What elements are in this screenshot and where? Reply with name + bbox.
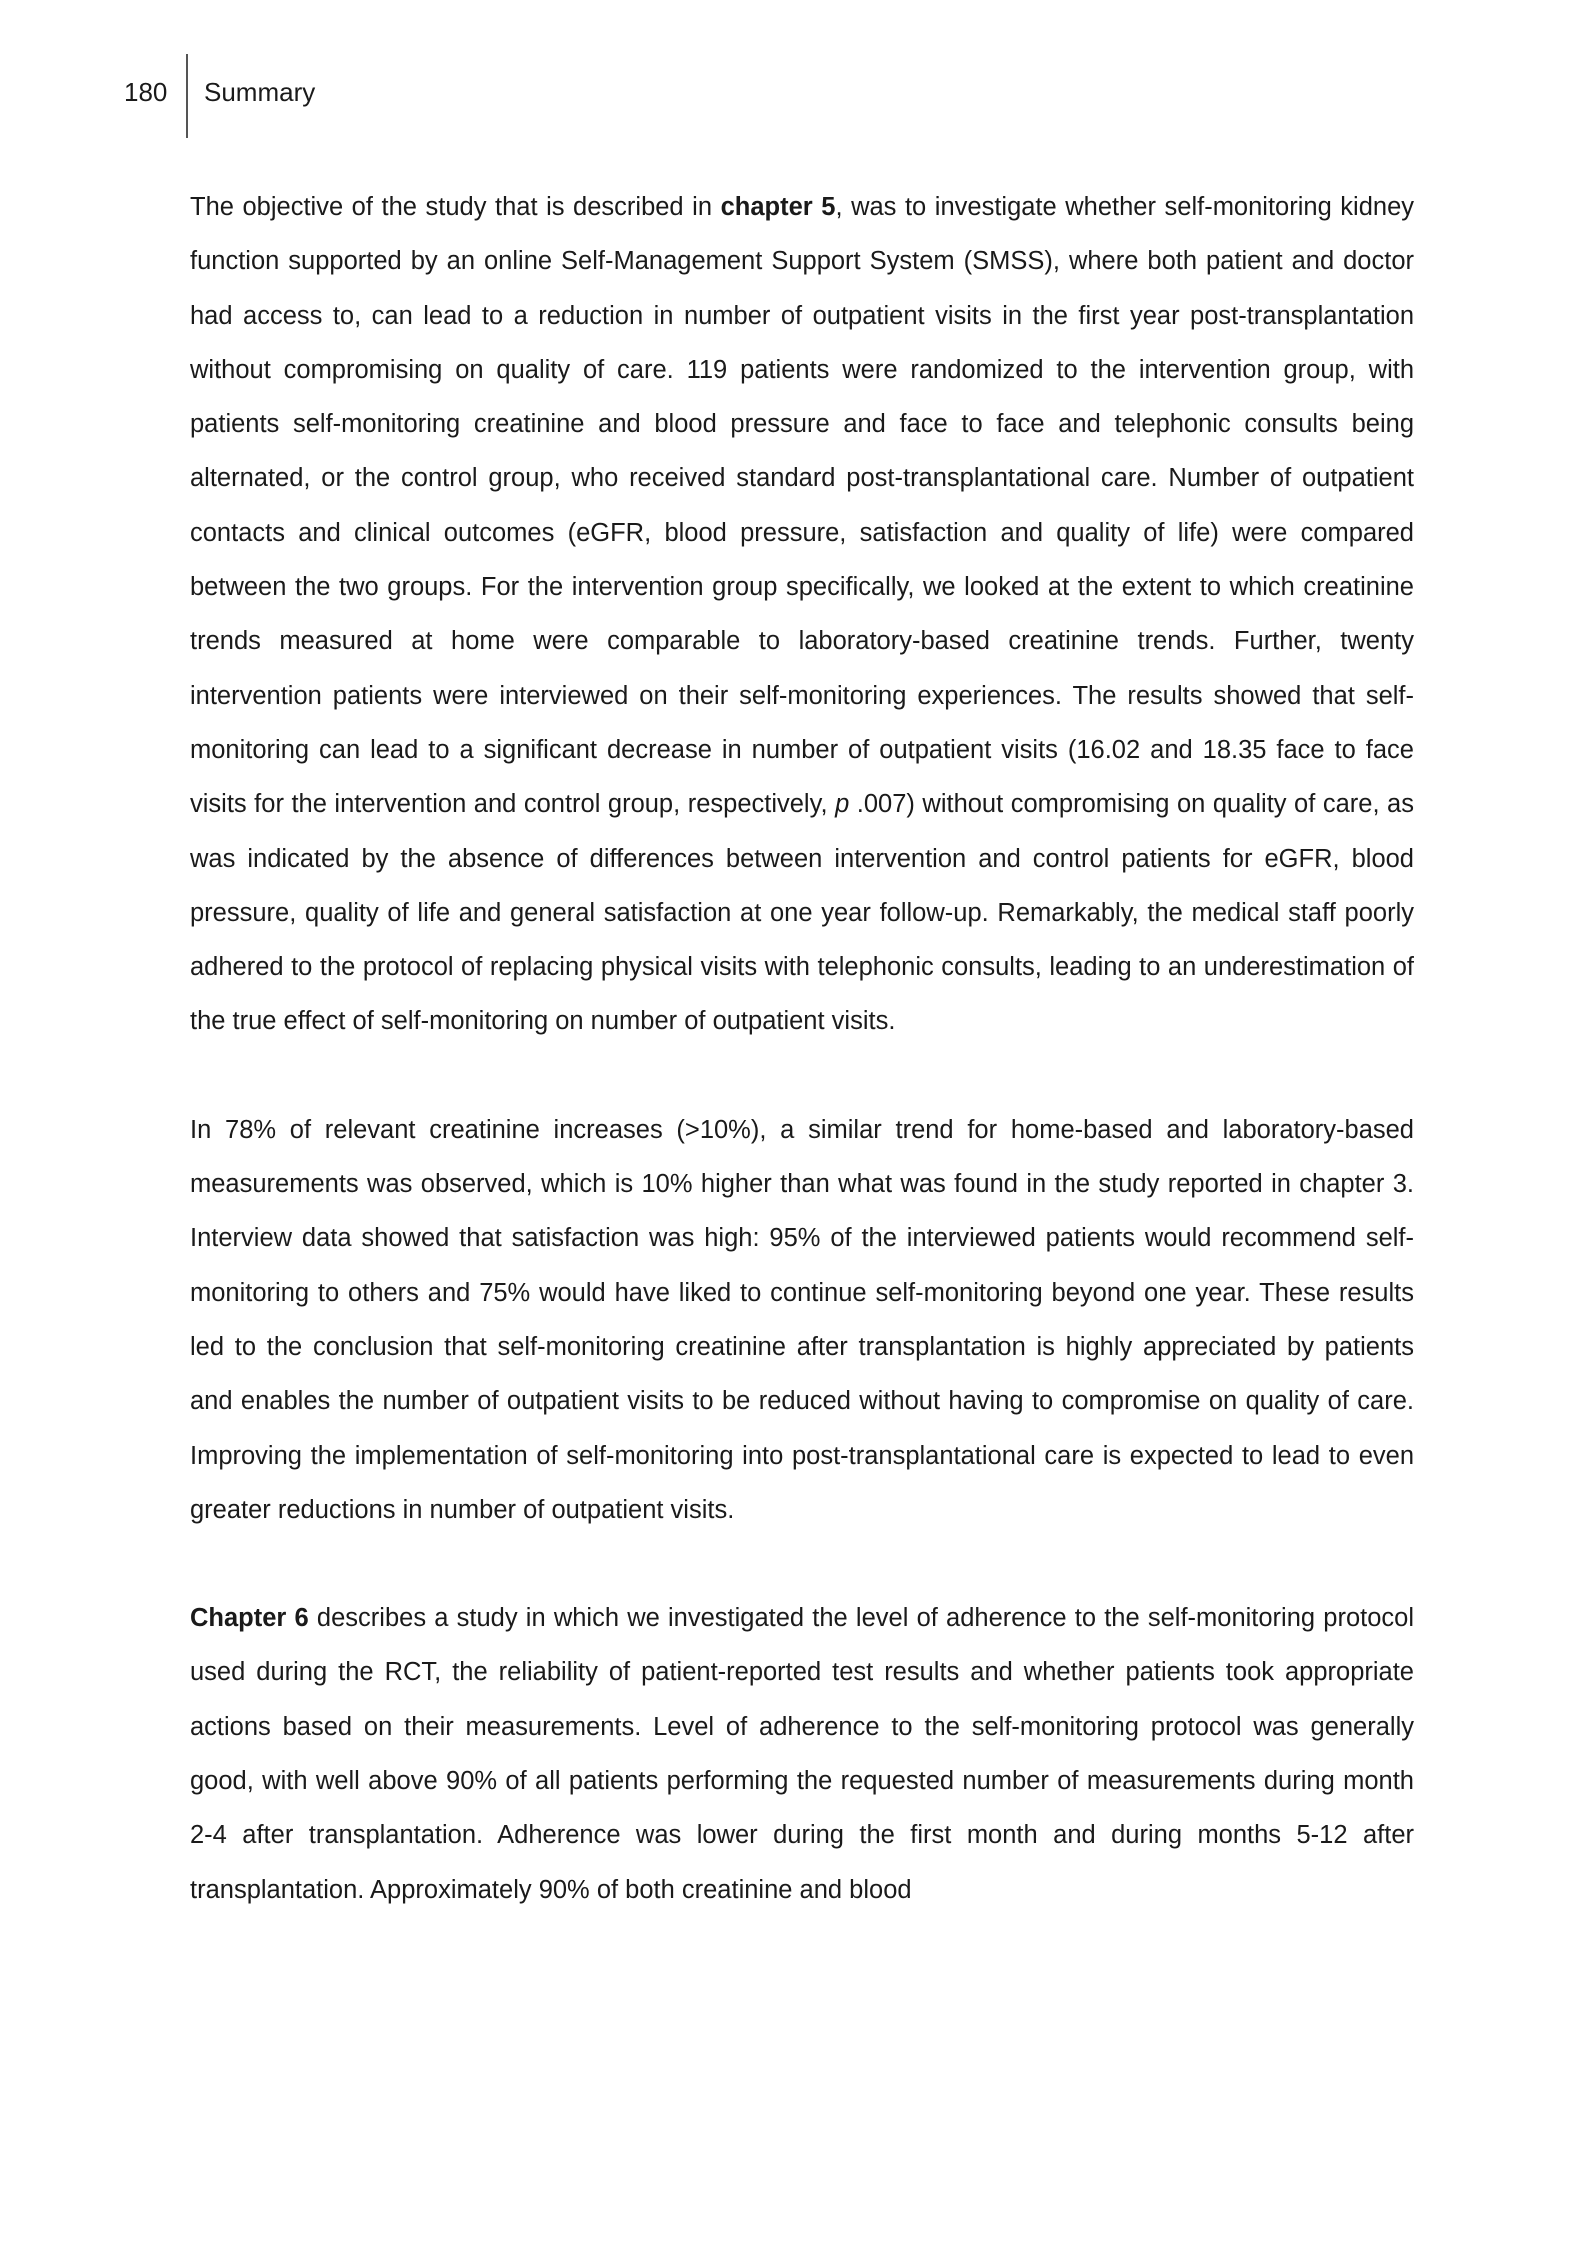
paragraph-chapter-5 [190,180,1414,1049]
text-run: .007) without compromising on quality of care, as was indicated by the absence of differences between intervention and control patients for eGFR, blood pressure, quality of life and general satisfaction at one year follow-up. Remarkably, the medical staff poorly adhered to the protocol of replacing physical visits with telephonic consults, leading to an underestimation of the true effect of self-monitoring on number of outpatient visits. [190,790,1414,1036]
p-value-symbol: p [835,790,850,819]
header-divider [186,54,188,138]
running-header [0,0,1594,140]
chapter-reference: chapter 5 [720,193,836,221]
paragraph-chapter-6 [190,1591,1414,1917]
text-run: , was to investigate whether self-monitoring kidney function supported by an online Self-Management Support System (SMSS), where both patient and doctor had access to, can lead to a reduction in number of outpatient visits in the first year post-transplantation without compromising on quality of care. 119 patients were randomized to the intervention group, with patients self-monitoring creatinine and blood pressure and face to face and telephonic consults being alternated, or the control group, who received standard post-transplantational care. Number of outpatient contacts and clinical outcomes (eGFR, blood pressure, satisfaction and quality of life) were compared between the two groups. For the intervention group specifically, we looked at the extent to which creatinine trends measured at home were comparable to laboratory-based creatinine trends. Further, twenty intervention patients were interviewed on their self-monitoring experiences. The results showed that self-monitoring can lead to a significant decrease in number of outpatient visits (16.02 and 18.35 face to face visits for the intervention and control group, respectively, [190,193,1415,819]
page-number: 180 [124,77,168,107]
text-run: In 78% of relevant creatinine increases (>10%), a similar trend for home-based and laboratory-based measurements was observed, which is 10% higher than what was found in the study reported in chapter 3. Interview data showed that satisfaction was high: 95% of the interviewed patients would recommend self-monitoring to others and 75% would have liked to continue self-monitoring beyond one year. These results led to the conclusion that self-monitoring creatinine after transplantation is highly appreciated by patients and enables the number of outpatient visits to be reduced without having to compromise on quality of care. Improving the implementation of self-monitoring into post-transplantational care is expected to lead to even greater reductions in number of outpatient visits. [190,1115,1414,1524]
body-text [190,180,1414,1917]
text-run: The objective of the study that is described in [190,193,721,221]
running-header-title: Summary [204,77,316,107]
text-run: describes a study in which we investigated the level of adherence to the self-monitoring protocol used during the RCT, the reliability of patient-reported test results and whether patients took appropriate actions based on their measurements. Level of adherence to the self-monitoring protocol was generally good, with well above 90% of all patients performing the requested number of measurements during month 2-4 after transplantation. Adherence was lower during the first month and during months 5-12 after transplantation. Approximately 90% of both creatinine and blood [190,1604,1414,1904]
paragraph-creatinine-trends [190,1103,1414,1537]
chapter-reference: Chapter 6 [190,1604,309,1633]
